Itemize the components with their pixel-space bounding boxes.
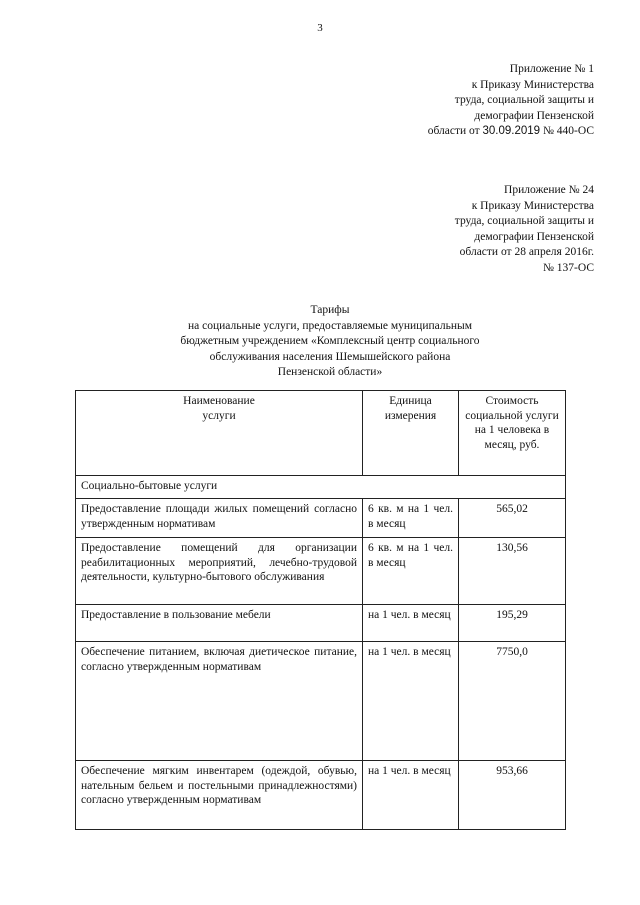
title-line: Тарифы	[310, 304, 350, 316]
table-row	[76, 642, 566, 761]
service-name-cell: Обеспечение питанием, включая диетическое питание, согласно утвержденным нормативам	[76, 642, 363, 761]
title-line: на социальные услуги, предоставляемые муниципальным	[188, 319, 472, 332]
table-row	[76, 499, 566, 538]
service-name-cell: Предоставление площади жилых помещений согласно утвержденным нормативам	[76, 499, 363, 538]
table-row	[76, 761, 566, 830]
appendix-1-line: демографии Пензенской	[474, 109, 594, 122]
price-cell: 7750,0	[459, 642, 566, 761]
appendix-24-line: Приложение № 24	[504, 184, 594, 196]
appendix-1-line: Приложение № 1	[509, 63, 594, 75]
table-row	[76, 605, 566, 642]
header-unit: Единица измерения	[363, 391, 459, 476]
appendix-24-line: труда, социальной защиты и	[454, 215, 594, 227]
title-line: Пензенской области»	[277, 366, 383, 378]
unit-cell: 6 кв. м на 1 чел. в месяц	[363, 499, 459, 538]
appendix-24-line: к Приказу Министерства	[471, 199, 594, 212]
appendix-24-line: области от 28 апреля 2016г.	[459, 246, 594, 258]
unit-cell: на 1 чел. в месяц	[363, 761, 459, 830]
table-header-row	[76, 391, 566, 476]
price-cell: 130,56	[459, 538, 566, 605]
section-title: Социально-бытовые услуги	[76, 476, 566, 499]
unit-cell: на 1 чел. в месяц	[363, 642, 459, 761]
document-title	[140, 303, 520, 381]
title-line: бюджетным учреждением «Комплексный центр социального	[180, 335, 480, 347]
appendix-1-line: труда, социальной защиты и	[454, 94, 594, 106]
table-row	[76, 538, 566, 605]
appendix-1-header	[428, 62, 594, 140]
service-name-cell: Предоставление помещений для организации реабилитационных мероприятий, лечебно-трудовой деятельности, культурно-бытового обслуживания	[76, 538, 363, 605]
appendix-1-date: 30.09.2019	[482, 125, 541, 137]
service-name-cell: Обеспечение мягким инвентарем (одеждой, обувью, нательным бельем и постельными принадлежностями) согласно утвержденным нормативам	[76, 761, 363, 830]
appendix-1-prefix: области от	[427, 125, 483, 137]
header-service-name: Наименование услуги	[76, 391, 363, 476]
header-price: Стоимость социальной услуги на 1 человека в месяц, руб.	[459, 391, 566, 476]
section-row	[76, 476, 566, 499]
page-number: 3	[317, 22, 323, 34]
price-cell: 195,29	[459, 605, 566, 642]
unit-cell: 6 кв. м на 1 чел. в месяц	[363, 538, 459, 605]
price-cell: 953,66	[459, 761, 566, 830]
appendix-1-order-line	[428, 124, 594, 140]
price-cell: 565,02	[459, 499, 566, 538]
service-name-cell: Предоставление в пользование мебели	[76, 605, 363, 642]
appendix-24-line: демографии Пензенской	[474, 230, 594, 243]
appendix-1-number: № 440-ОС	[540, 125, 594, 137]
appendix-24-header	[455, 183, 594, 276]
unit-cell: на 1 чел. в месяц	[363, 605, 459, 642]
title-line: обслуживания населения Шемышейского района	[209, 350, 451, 363]
appendix-1-line: к Приказу Министерства	[471, 78, 594, 91]
tariffs-table	[75, 390, 566, 830]
appendix-24-line: № 137-ОС	[542, 261, 594, 274]
